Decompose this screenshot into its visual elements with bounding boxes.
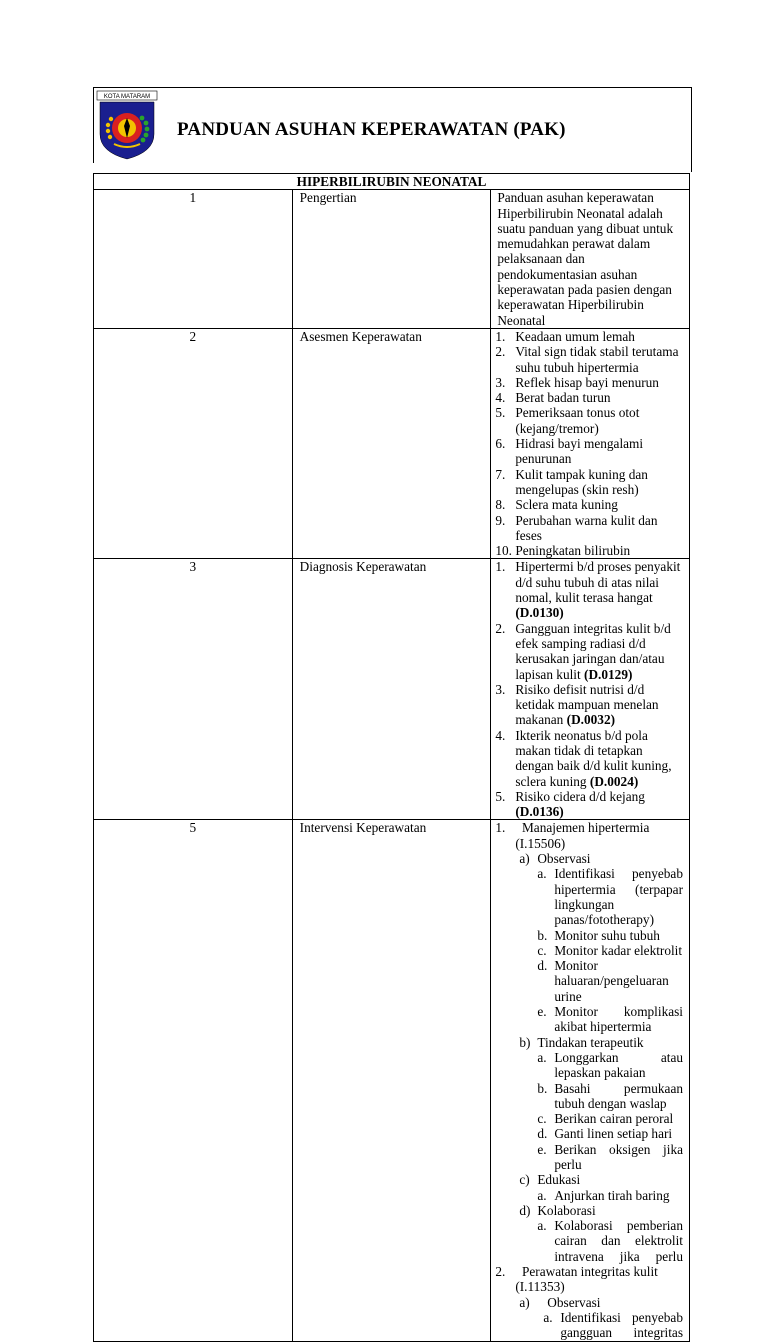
list-item: 3. Reflek hisap bayi menurun [495,374,659,390]
list-item: a. Longgarkan atau lepaskan pakaian [537,1049,683,1081]
list-item: a. Identifikasi penyebab hipertermia (terpapar lingkungan panas/fototherapy) [537,866,683,928]
table-row [94,190,690,329]
list-item: b. Basahi permukaan tubuh dengan waslap [537,1080,683,1111]
list-item: 1. Keadaan umum lemah [495,328,635,344]
list-item: 5. Risiko cidera d/d kejang (D.0136) [495,788,645,820]
list-item: c. Berikan cairan peroral [537,1111,674,1127]
diagnosis-code: (D.0032) [566,712,616,728]
list-item: a. Kolaborasi pemberian cairan dan elektrolit intravena jika perlu [537,1218,683,1264]
table-row [94,820,690,1341]
list-item: 1. Hipertermi b/d proses penyakit d/d suhu tubuh di atas nilai nomal, kulit terasa hangat (D.0130) [495,559,681,621]
intervention-group: b) Tindakan terapeutik [519,1034,644,1050]
city-emblem-logo [96,90,158,160]
row-label: Pengertian [292,190,491,329]
diagnosis-code: (D.0136) [515,804,564,820]
list-item: 2. Vital sign tidak stabil terutama suhu tubuh hipertermia [495,344,679,375]
intervention-group: c) Edukasi [519,1172,581,1188]
list-item: 5. Pemeriksaan tonus otot (kejang/tremor) [495,405,640,436]
row-number: 3 [94,559,293,820]
table-row [94,328,690,558]
list-item: 2. Gangguan integritas kulit b/d efek samping radiasi d/d kerusakan jaringan dan/atau lapisan kulit (D.0129) [495,620,671,682]
list-item: 6. Hidrasi bayi mengalami penurunan [495,436,644,467]
diagnosis-code: (D.0130) [515,605,564,621]
list-item: c. Monitor kadar elektrolit [537,942,683,958]
row-label: Intervensi Keperawatan [292,820,491,1341]
row-number: 2 [94,328,293,558]
intervention-group: a) Observasi [519,851,591,867]
assessment-list-cell [491,328,690,558]
list-item: 4. Berat badan turun [495,390,611,406]
row-label: Asesmen Keperawatan [292,328,491,558]
svg-text:KOTA MATARAM: KOTA MATARAM [103,94,151,100]
diagnosis-list-cell [491,559,690,820]
list-item: a. Anjurkan tirah baring [537,1187,670,1203]
list-item: d. Monitor haluaran/pengeluaran urine [537,958,669,1004]
list-item: 9. Perubahan warna kulit dan feses [495,512,658,543]
table-row [94,559,690,820]
section-title-row [94,174,690,190]
care-guide-table [93,173,690,1342]
intervention-group: d) Kolaborasi [519,1202,596,1218]
assessment-list [495,329,683,558]
list-item: 8. Sclera mata kuning [495,497,618,513]
diagnosis-code: (D.0024) [589,773,639,789]
list-item: a. Identifikasi penyebab gangguan integritas [543,1309,683,1341]
list-item: b. Monitor suhu tubuh [537,927,660,943]
intervention-cell [491,820,690,1341]
list-item: 4. Ikterik neonatus b/d pola makan tidak di tetapkan dengan baik d/d kulit kuning, sclera kuning (D.0024) [495,727,672,789]
list-item: 7. Kulit tampak kuning dan mengelupas (skin resh) [495,466,648,497]
list-item: 3. Risiko defisit nutrisi d/d ketidak mampuan menelan makanan (D.0032) [495,681,659,728]
row-label: Diagnosis Keperawatan [292,559,491,820]
section-title: HIPERBILIRUBIN NEONATAL [94,174,690,190]
definition-text: Panduan asuhan keperawatan Hiperbilirubin Neonatal adalah suatu panduan yang dibuat untuk memudahkan perawat dalam pelaksanaan dan pendokumentasian asuhan keperawatan pada pasien dengan keperawatan Hiperbilirubin Neonatal [491,190,690,329]
intervention-heading: 2. Perawatan integritas kulit (I.11353) [495,1264,658,1295]
list-item: d. Ganti linen setiap hari [537,1126,673,1142]
diagnosis-code: (D.0129) [584,666,633,682]
row-number: 5 [94,820,293,1341]
list-item: e. Berikan oksigen jika perlu [537,1141,683,1172]
document-title: PANDUAN ASUHAN KEPERAWATAN (PAK) [177,119,566,140]
row-number: 1 [94,190,293,329]
list-item: e. Monitor komplikasi akibat hipertermia [537,1004,683,1035]
diagnosis-list [495,559,683,819]
intervention-heading: 1. Manajemen hipertermia (I.15506) [495,820,650,851]
intervention-group: a) Observasi [519,1294,601,1310]
list-item: 10. Peningkatan bilirubin [495,543,631,559]
